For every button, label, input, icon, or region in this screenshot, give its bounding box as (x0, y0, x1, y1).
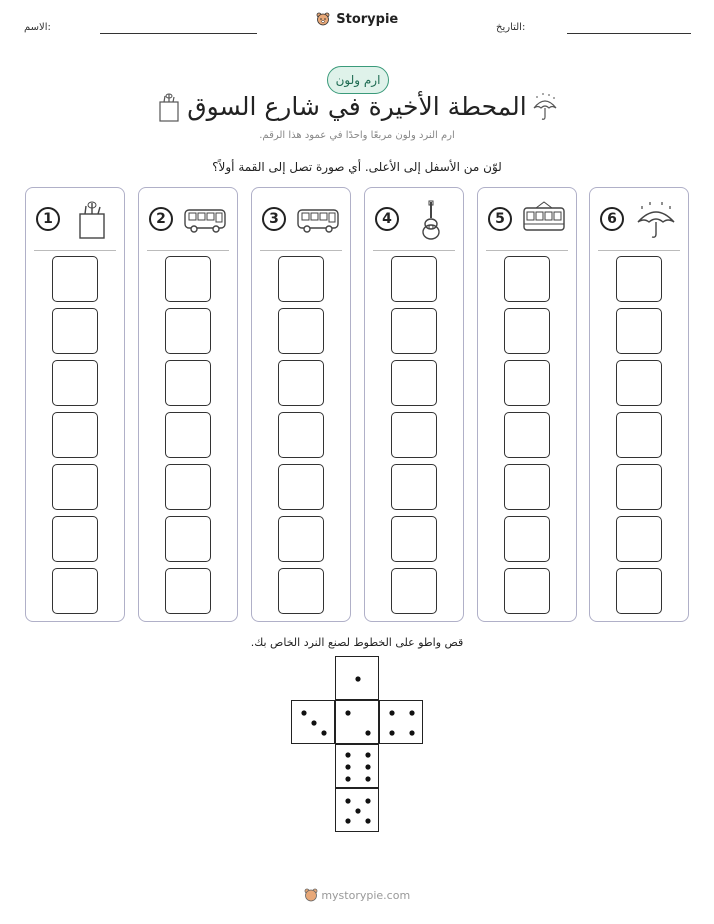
color-box[interactable] (616, 360, 662, 406)
bear-icon (316, 12, 330, 26)
guitar-icon (409, 200, 453, 240)
instruction: لوّن من الأسفل إلى الأعلى. أي صورة تصل إلى القمة أولاً؟ (212, 160, 502, 174)
color-box[interactable] (165, 516, 211, 562)
color-box[interactable] (391, 412, 437, 458)
dice-face-3 (291, 700, 335, 744)
color-box[interactable] (52, 516, 98, 562)
date-label: التاريخ: (496, 22, 526, 33)
color-box[interactable] (278, 360, 324, 406)
column-3 (251, 187, 351, 622)
color-box[interactable] (504, 568, 550, 614)
color-box[interactable] (391, 464, 437, 510)
column-5 (477, 187, 577, 622)
grocery-bag-icon (70, 200, 114, 240)
bus-icon (296, 200, 340, 240)
color-box[interactable] (391, 568, 437, 614)
dice-face-6 (335, 744, 379, 788)
color-box[interactable] (616, 568, 662, 614)
color-box[interactable] (278, 464, 324, 510)
brand-logo (0, 12, 714, 27)
color-box[interactable] (616, 308, 662, 354)
brand-name: Storypie (336, 12, 399, 27)
date-line[interactable] (567, 33, 691, 34)
bear-icon (304, 888, 318, 902)
color-box[interactable] (391, 308, 437, 354)
column-number: 5 (488, 207, 512, 231)
footer-url: mystorypie.com (321, 889, 411, 902)
color-box[interactable] (165, 308, 211, 354)
color-box[interactable] (52, 360, 98, 406)
color-box[interactable] (616, 412, 662, 458)
color-box[interactable] (52, 256, 98, 302)
color-box[interactable] (504, 412, 550, 458)
divider (598, 250, 680, 251)
dice-face-5 (335, 788, 379, 832)
dice-face-1 (335, 656, 379, 700)
color-box[interactable] (52, 308, 98, 354)
column-number: 2 (149, 207, 173, 231)
column-number: 4 (375, 207, 399, 231)
color-box[interactable] (278, 568, 324, 614)
color-box[interactable] (52, 568, 98, 614)
color-box[interactable] (278, 412, 324, 458)
page-title: المحطة الأخيرة في شارع السوق (187, 92, 527, 121)
color-box[interactable] (391, 360, 437, 406)
footer (0, 888, 714, 902)
color-box[interactable] (391, 516, 437, 562)
color-box[interactable] (278, 308, 324, 354)
subtitle: ارم النرد ولون مربعًا واحدًا في عمود هذا الرقم. (259, 130, 455, 141)
color-box[interactable] (165, 256, 211, 302)
color-box[interactable] (278, 256, 324, 302)
divider (373, 250, 455, 251)
column-6 (589, 187, 689, 622)
column-number: 3 (262, 207, 286, 231)
color-box[interactable] (278, 516, 324, 562)
divider (147, 250, 229, 251)
column-1 (25, 187, 125, 622)
color-box[interactable] (52, 464, 98, 510)
color-box[interactable] (616, 256, 662, 302)
color-box[interactable] (616, 464, 662, 510)
divider (260, 250, 342, 251)
color-box[interactable] (52, 412, 98, 458)
color-box[interactable] (504, 516, 550, 562)
column-4 (364, 187, 464, 622)
color-box[interactable] (616, 516, 662, 562)
name-line[interactable] (100, 33, 257, 34)
name-label: الاسم: (24, 22, 51, 33)
activity-badge: ارم ولون (327, 66, 389, 94)
tram-icon (522, 200, 566, 240)
color-box[interactable] (504, 464, 550, 510)
column-number: 1 (36, 207, 60, 231)
umbrella-icon (531, 92, 559, 122)
dice-instruction: قص واطو على الخطوط لصنع النرد الخاص بك. (250, 636, 464, 649)
color-box[interactable] (504, 360, 550, 406)
dice-face-4 (379, 700, 423, 744)
umbrella-icon (634, 200, 678, 240)
color-box[interactable] (165, 360, 211, 406)
color-box[interactable] (391, 256, 437, 302)
divider (486, 250, 568, 251)
color-box[interactable] (165, 412, 211, 458)
bus-icon (183, 200, 227, 240)
color-box[interactable] (504, 308, 550, 354)
column-number: 6 (600, 207, 624, 231)
column-2 (138, 187, 238, 622)
color-box[interactable] (165, 568, 211, 614)
color-box[interactable] (504, 256, 550, 302)
color-box[interactable] (165, 464, 211, 510)
divider (34, 250, 116, 251)
dice-face-2 (335, 700, 379, 744)
